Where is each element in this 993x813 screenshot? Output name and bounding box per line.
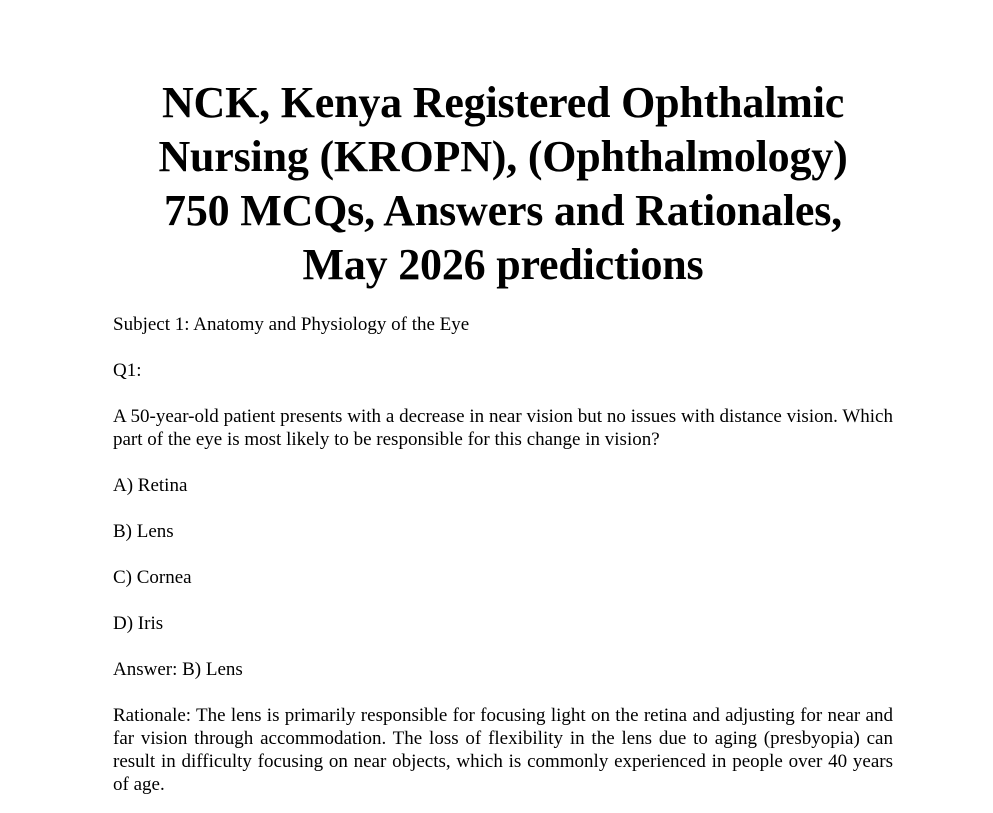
title-line: May 2026 predictions	[302, 240, 704, 289]
question-number: Q1:	[113, 360, 142, 381]
answer-line: Answer: B) Lens	[113, 659, 243, 680]
title-line: NCK, Kenya Registered Ophthalmic	[161, 78, 845, 127]
subject-heading: Subject 1: Anatomy and Physiology of the Eye	[113, 314, 470, 335]
option-a: A) Retina	[113, 475, 188, 496]
question-stem: A 50-year-old patient presents with a decrease in near vision but no issues with distance vision. Which part of the eye is most likely to be responsible for this change in vision?	[113, 406, 893, 450]
option-d: D) Iris	[113, 613, 164, 634]
option-b: B) Lens	[113, 521, 174, 542]
document-body	[113, 313, 893, 796]
title-line: 750 MCQs, Answers and Rationales,	[164, 186, 842, 235]
title-line: Nursing (KROPN), (Ophthalmology)	[158, 132, 848, 181]
rationale-paragraph: Rationale: The lens is primarily responsible for focusing light on the retina and adjusting for near and far vision through accommodation. The loss of flexibility in the lens due to aging (presbyopia) can result in difficulty focusing on near objects, which is commonly experienced in people over 40 years of age.	[113, 705, 893, 795]
option-c: C) Cornea	[113, 567, 192, 588]
document-title	[113, 76, 893, 292]
